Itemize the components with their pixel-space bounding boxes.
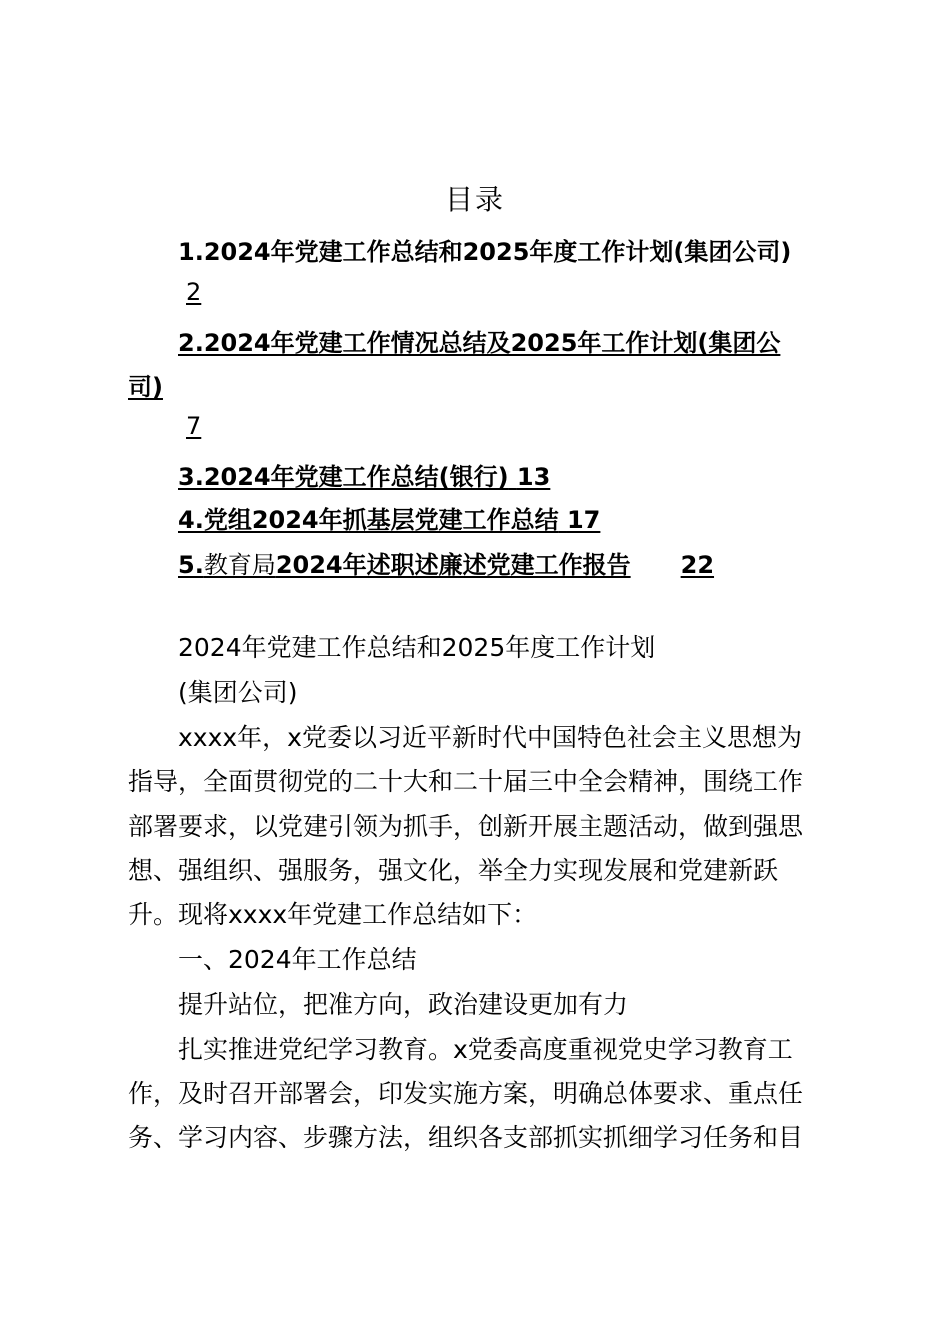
toc-entry-3[interactable] bbox=[178, 457, 550, 492]
toc-entry-5-page[interactable]: 22 bbox=[680, 551, 715, 579]
toc-entry-1[interactable]: 1.2024年党建工作总结和2025年度工作计划(集团公司) bbox=[178, 238, 792, 266]
paragraph-line: 作，及时召开部署会，印发实施方案，明确总体要求、重点任 bbox=[128, 1079, 804, 1108]
toc-entry-3-page[interactable]: 13 bbox=[516, 463, 551, 491]
subsection-heading: 提升站位，把准方向，政治建设更加有力 bbox=[178, 990, 629, 1019]
toc-entry-5[interactable] bbox=[178, 545, 714, 580]
toc-entry-4-page[interactable]: 17 bbox=[566, 506, 601, 534]
toc-heading: 目录 bbox=[444, 183, 505, 216]
paragraph-line: 想、强组织、强服务，强文化，举全力实现发展和党建新跃 bbox=[128, 856, 779, 885]
paragraph-line: 指导，全面贯彻党的二十大和二十届三中全会精神，围绕工作 bbox=[128, 767, 804, 796]
article-subtitle: (集团公司) bbox=[178, 678, 298, 707]
paragraph-line: 务、学习内容、步骤方法，组织各支部抓实抓细学习任务和目 bbox=[128, 1123, 804, 1152]
paragraph-line: xxxx年，x党委以习近平新时代中国特色社会主义思想为 bbox=[178, 723, 802, 752]
paragraph-line: 部署要求，以党建引领为抓手，创新开展主题活动，做到强思 bbox=[128, 812, 804, 841]
toc-entry-4[interactable] bbox=[178, 500, 600, 535]
paragraph-line: 升。现将xxxx年党建工作总结如下： bbox=[128, 900, 538, 929]
toc-entry-1-page[interactable]: 2 bbox=[186, 278, 202, 306]
toc-entry-2-page[interactable]: 7 bbox=[186, 412, 202, 440]
toc-entry-3-title[interactable]: 3.2024年党建工作总结(银行) bbox=[178, 463, 509, 491]
toc-entry-2-continued[interactable]: 司) bbox=[128, 373, 163, 401]
paragraph-line: 扎实推进党纪学习教育。x党委高度重视党史学习教育工 bbox=[178, 1035, 793, 1064]
toc-entry-5-prefix[interactable]: 5. bbox=[178, 551, 204, 579]
section-heading: 一、2024年工作总结 bbox=[178, 945, 417, 974]
article-title: 2024年党建工作总结和2025年度工作计划 bbox=[178, 633, 656, 662]
toc-entry-5-org[interactable]: 教育局 bbox=[203, 551, 276, 579]
toc-entry-2[interactable]: 2.2024年党建工作情况总结及2025年工作计划(集团公 bbox=[178, 329, 781, 357]
toc-entry-5-title[interactable]: 2024年述职述廉述党建工作报告 bbox=[275, 551, 631, 579]
toc-entry-4-title[interactable]: 4.党组2024年抓基层党建工作总结 bbox=[178, 506, 559, 534]
